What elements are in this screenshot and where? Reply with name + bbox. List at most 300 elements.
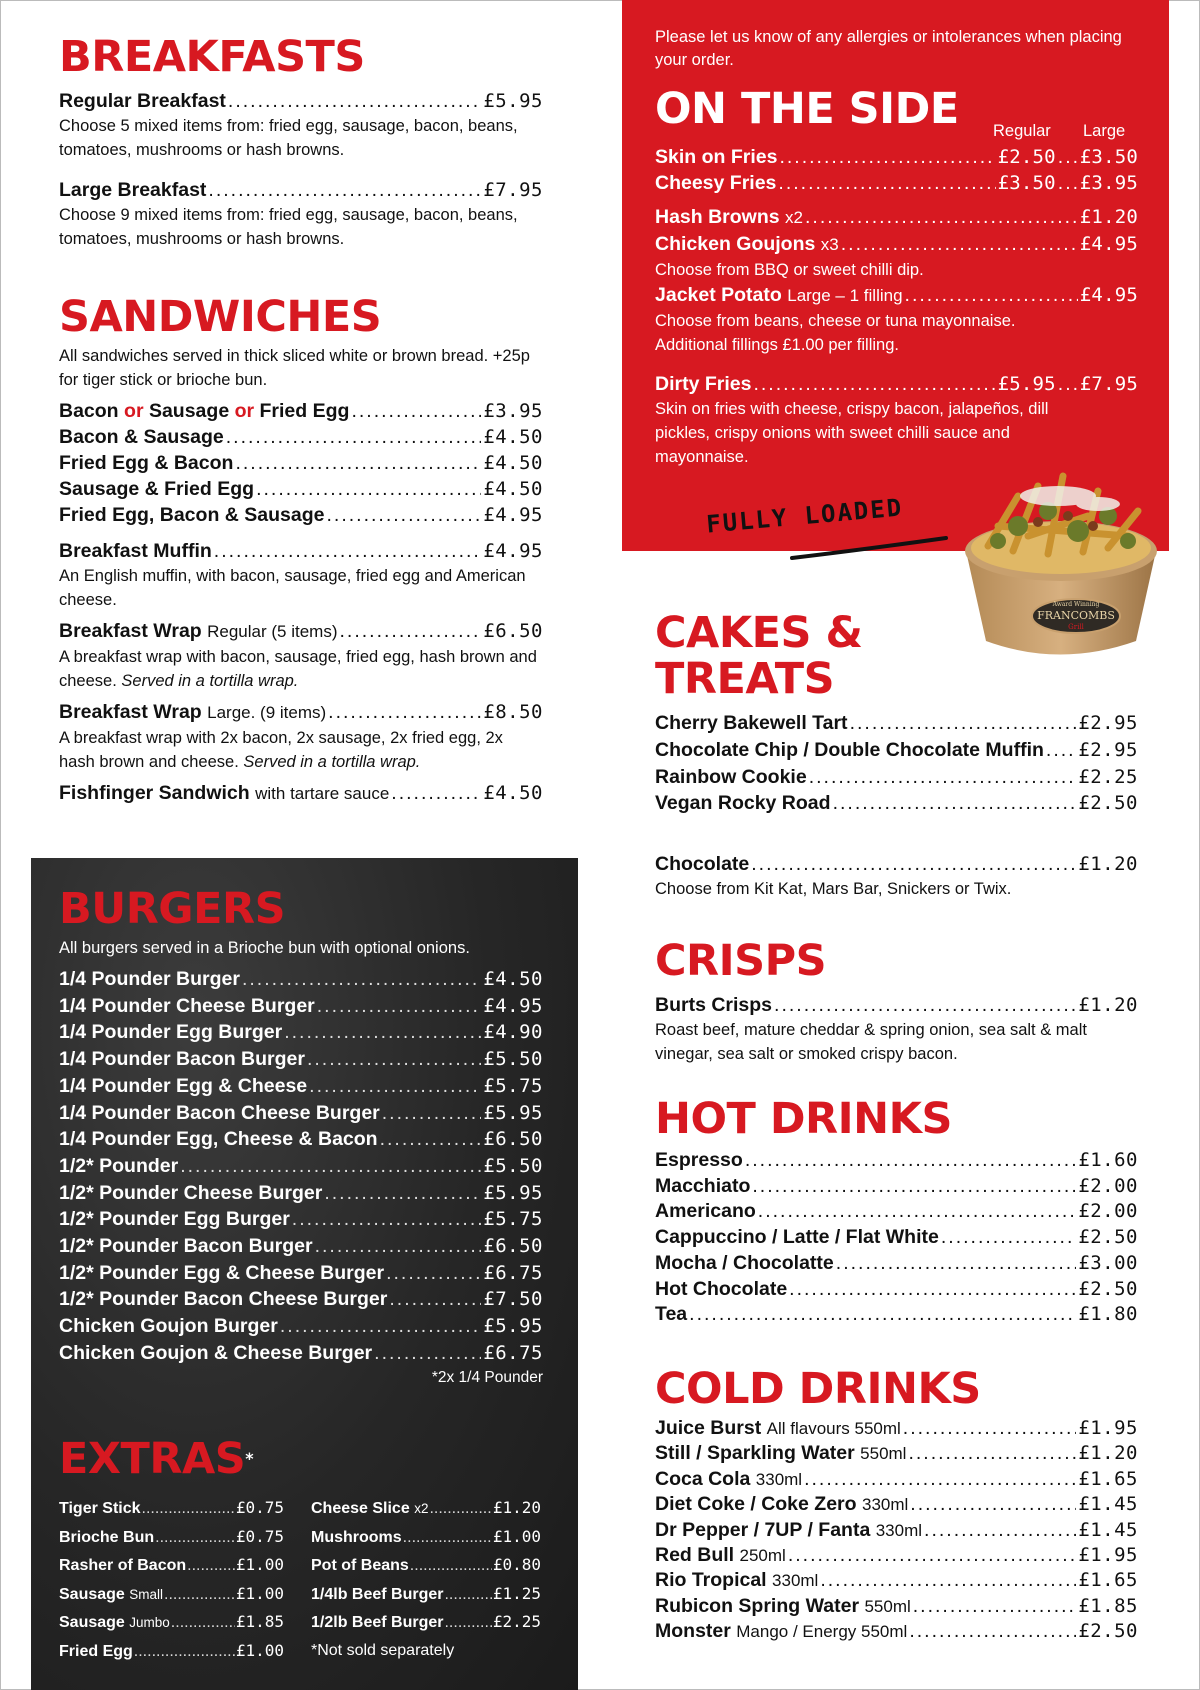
name-main: Fried Egg bbox=[59, 1642, 133, 1660]
leader-dots bbox=[836, 1251, 1077, 1277]
name-main: 1/4 Pounder Egg & Cheese bbox=[59, 1074, 308, 1097]
sandwiches-intro: All sandwiches served in thick sliced white or brown bread. +25p for tiger stick or brioche bun. bbox=[59, 347, 530, 389]
name-main: Breakfast Wrap bbox=[59, 620, 202, 642]
item-price: £4.50 bbox=[483, 968, 543, 990]
name-main: Sausage bbox=[59, 1585, 125, 1603]
item-name bbox=[59, 1286, 387, 1313]
item-name bbox=[655, 1441, 906, 1466]
menu-item bbox=[655, 371, 1138, 397]
item-description: Roast beef, mature cheddar & spring onion, sea salt & malt vinegar, sea salt or smoked crispy bacon. bbox=[655, 1021, 1087, 1063]
extras-note: *Not sold separately bbox=[311, 1641, 455, 1659]
menu-item bbox=[59, 618, 543, 645]
item-name bbox=[59, 1073, 307, 1100]
leader-dots bbox=[1058, 170, 1078, 196]
menu-item bbox=[59, 502, 543, 528]
menu-item bbox=[59, 177, 543, 203]
menu-item bbox=[59, 1180, 543, 1207]
item-name bbox=[655, 1467, 802, 1492]
name-main: Sausage bbox=[59, 1614, 125, 1632]
item-name: Fried Egg & Bacon bbox=[59, 452, 234, 474]
item-name bbox=[655, 710, 848, 737]
name-main: Cherry Bakewell Tart bbox=[655, 712, 848, 734]
item-price: £4.95 bbox=[1079, 233, 1138, 255]
name-sub: Jumbo bbox=[129, 1615, 170, 1631]
on-the-side-title: ON THE SIDE bbox=[655, 84, 959, 134]
leader-dots bbox=[315, 1233, 482, 1260]
item-price: £6.50 bbox=[483, 620, 543, 642]
leader-dots bbox=[284, 1019, 481, 1046]
item-name: Chocolate bbox=[655, 853, 750, 876]
item-name bbox=[59, 699, 326, 726]
extra-item bbox=[59, 1580, 284, 1609]
name-main: Chocolate Chip / Double Chocolate Muffin bbox=[655, 738, 1044, 761]
name-main: Tea bbox=[655, 1303, 688, 1326]
item-name: Regular Breakfast bbox=[59, 90, 226, 112]
name-main: Brioche Bun bbox=[59, 1528, 155, 1546]
name-main: Mocha / Chocolatte bbox=[655, 1251, 834, 1274]
item-name bbox=[59, 1260, 384, 1287]
item-price: £1.25 bbox=[492, 1583, 541, 1603]
name-main: Vegan Rocky Road bbox=[655, 792, 831, 815]
leader-dots bbox=[908, 1441, 1076, 1466]
item-name: Sausage & Fried Egg bbox=[59, 478, 255, 500]
name-main: Hash Browns bbox=[655, 206, 780, 228]
price-regular: £5.95 bbox=[997, 373, 1056, 395]
extra-item bbox=[59, 1551, 284, 1580]
item-price: £2.50 bbox=[1078, 1620, 1138, 1643]
name-main: Chicken Goujon & Cheese Burger bbox=[59, 1341, 373, 1364]
item-name: Cheesy Fries bbox=[655, 172, 777, 194]
item-price: £2.50 bbox=[1078, 1277, 1138, 1300]
item-name: Fried Egg, Bacon & Sausage bbox=[59, 504, 325, 526]
name-main: Tiger Stick bbox=[59, 1500, 141, 1517]
leader-dots bbox=[187, 1552, 235, 1580]
item-name bbox=[59, 618, 338, 645]
item-price: £0.75 bbox=[235, 1526, 284, 1546]
extra-item bbox=[59, 1637, 284, 1666]
extras-right-rows bbox=[311, 1494, 541, 1637]
extra-item bbox=[311, 1523, 541, 1552]
name-sub: Mango / Energy 550ml bbox=[736, 1622, 908, 1642]
item-name bbox=[655, 1416, 901, 1441]
cold-drinks-title: COLD DRINKS bbox=[655, 1364, 981, 1414]
item-name bbox=[59, 1609, 170, 1637]
leader-dots bbox=[391, 780, 481, 806]
item-description: Skin on fries with cheese, crispy bacon, jalapeños, dill pickles, crispy onions with sweet chilli sauce and mayonnaise. bbox=[655, 400, 1049, 466]
menu-item bbox=[59, 1233, 543, 1260]
item-name bbox=[59, 1206, 290, 1233]
item-name bbox=[655, 282, 903, 309]
leader-dots bbox=[850, 710, 1077, 737]
extras-grid bbox=[59, 1494, 543, 1666]
item-name bbox=[655, 204, 803, 231]
leader-dots bbox=[134, 1638, 235, 1666]
combo-or: or bbox=[124, 400, 144, 422]
name-main: Chicken Goujon Burger bbox=[59, 1315, 278, 1338]
item-name bbox=[655, 1543, 786, 1568]
leader-dots bbox=[689, 1302, 1076, 1328]
name-main: Americano bbox=[655, 1200, 756, 1223]
item-description bbox=[59, 726, 543, 774]
leader-dots bbox=[326, 502, 481, 528]
item-price: £5.75 bbox=[483, 1208, 543, 1231]
name-main: Red Bull bbox=[655, 1544, 735, 1567]
burgers-section bbox=[59, 886, 543, 1389]
menu-item bbox=[655, 1441, 1138, 1466]
item-price: £1.00 bbox=[492, 1526, 541, 1546]
name-main: Fishfinger Sandwich bbox=[59, 782, 250, 804]
leader-dots bbox=[386, 1260, 481, 1287]
name-main: 1/4lb Beef Burger bbox=[311, 1585, 444, 1603]
name-main: Dr Pepper / 7UP / Fanta bbox=[655, 1518, 871, 1541]
leader-dots bbox=[841, 231, 1078, 257]
name-sub: Large. (9 items) bbox=[207, 703, 327, 722]
menu-item bbox=[59, 966, 543, 993]
item-price: £1.45 bbox=[1078, 1493, 1138, 1516]
item-name bbox=[655, 1251, 834, 1277]
name-main: Mushrooms bbox=[311, 1528, 402, 1546]
cakes-list bbox=[655, 710, 1138, 817]
item-name bbox=[59, 966, 240, 993]
name-main: Coca Cola bbox=[655, 1467, 751, 1490]
leader-dots bbox=[909, 1619, 1076, 1644]
item-price: £1.20 bbox=[1079, 206, 1138, 228]
name-main: 1/2lb Beef Burger bbox=[311, 1614, 444, 1632]
menu-item bbox=[655, 1543, 1138, 1568]
leader-dots bbox=[340, 618, 482, 644]
name-main: Juice Burst bbox=[655, 1417, 762, 1439]
burgers-footnote: *2x 1/4 Pounder bbox=[431, 1368, 543, 1386]
menu-item bbox=[59, 1046, 543, 1073]
leader-dots bbox=[805, 204, 1078, 230]
item-price: £5.50 bbox=[483, 1154, 543, 1177]
item-name bbox=[655, 1619, 907, 1644]
item-name bbox=[311, 1524, 402, 1552]
name-sub: x3 bbox=[820, 235, 839, 254]
menu-item bbox=[655, 1416, 1138, 1441]
menu-item bbox=[59, 538, 543, 564]
name-main: 1/2* Pounder Bacon Cheese Burger bbox=[59, 1288, 388, 1311]
burger-list bbox=[59, 966, 543, 1367]
item-description: Choose from beans, cheese or tuna mayonnaise. Additional fillings £1.00 per filling. bbox=[655, 312, 1016, 354]
burgers-intro: All burgers served in a Brioche bun with optional onions. bbox=[59, 939, 470, 957]
item-name bbox=[655, 1277, 787, 1303]
cakes-title-line2: TREATS bbox=[655, 654, 835, 704]
name-main: Espresso bbox=[655, 1149, 743, 1171]
menu-item bbox=[655, 204, 1138, 231]
menu-item bbox=[59, 1019, 543, 1046]
name-main: Rio Tropical bbox=[655, 1569, 767, 1592]
item-price: £2.25 bbox=[492, 1612, 541, 1632]
menu-item bbox=[655, 1492, 1138, 1517]
col-regular-label: Regular bbox=[993, 122, 1051, 140]
leader-dots bbox=[913, 1594, 1077, 1619]
item-name bbox=[59, 1100, 380, 1127]
item-price: £1.00 bbox=[235, 1583, 284, 1603]
item-description: Choose 5 mixed items from: fried egg, sausage, bacon, beans, tomatoes, mushrooms or hash browns. bbox=[59, 117, 518, 159]
price-large: £3.50 bbox=[1079, 146, 1138, 168]
extra-item bbox=[59, 1494, 284, 1523]
leader-dots bbox=[256, 476, 481, 502]
col-large-label: Large bbox=[1083, 122, 1126, 140]
menu-item bbox=[655, 1594, 1138, 1619]
desc-italic: Served in a tortilla wrap. bbox=[243, 753, 421, 771]
leader-dots bbox=[351, 398, 481, 424]
item-name bbox=[311, 1609, 443, 1637]
cold-drinks-list bbox=[655, 1416, 1138, 1645]
name-sub: with tartare sauce bbox=[255, 784, 390, 803]
name-main: 1/4 Pounder Burger bbox=[59, 968, 240, 990]
item-price: £4.50 bbox=[483, 478, 543, 500]
menu-item bbox=[655, 1467, 1138, 1492]
tub-label-bottom: Grill bbox=[1068, 623, 1084, 631]
extra-item bbox=[311, 1551, 541, 1580]
item-name bbox=[59, 1638, 133, 1666]
item-price: £1.85 bbox=[1078, 1594, 1138, 1617]
menu-item bbox=[59, 1100, 543, 1127]
leader-dots bbox=[758, 1199, 1077, 1225]
name-sub: 330ml bbox=[755, 1469, 803, 1489]
name-sub: Small bbox=[129, 1586, 164, 1602]
leader-dots bbox=[180, 1153, 481, 1180]
leader-dots bbox=[789, 1277, 1076, 1303]
extra-item bbox=[59, 1523, 284, 1552]
item-name: Breakfast Muffin bbox=[59, 540, 212, 562]
menu-item bbox=[59, 1313, 543, 1340]
leader-dots bbox=[374, 1340, 481, 1367]
menu-item bbox=[655, 710, 1138, 737]
item-price: £4.95 bbox=[483, 540, 543, 562]
price-regular: £3.50 bbox=[997, 172, 1056, 194]
menu-item bbox=[59, 1340, 543, 1367]
name-main: 1/4 Pounder Cheese Burger bbox=[59, 994, 315, 1017]
item-name bbox=[655, 1199, 756, 1225]
menu-item bbox=[655, 144, 1138, 170]
name-main: 1/2* Pounder Egg Burger bbox=[59, 1208, 290, 1231]
price-regular: £2.50 bbox=[997, 146, 1056, 168]
leader-dots bbox=[228, 88, 481, 114]
combo-part: Fried Egg bbox=[259, 400, 350, 422]
crisps-title: CRISPS bbox=[655, 936, 827, 986]
item-price: £1.65 bbox=[1078, 1467, 1138, 1490]
item-name bbox=[59, 1340, 372, 1367]
item-description: An English muffin, with bacon, sausage, fried egg and American cheese. bbox=[59, 567, 526, 609]
item-name bbox=[59, 1552, 186, 1580]
item-name bbox=[59, 1019, 282, 1046]
item-price: £6.50 bbox=[483, 1235, 543, 1258]
item-name bbox=[655, 764, 807, 791]
name-main: Chicken Goujons bbox=[655, 233, 816, 255]
hot-drinks-section bbox=[655, 1096, 1138, 1328]
hot-drinks-list bbox=[655, 1148, 1138, 1328]
leader-dots bbox=[307, 1046, 481, 1073]
leader-dots bbox=[903, 1416, 1077, 1441]
item-price: £6.75 bbox=[483, 1341, 543, 1364]
menu-item bbox=[59, 1206, 543, 1233]
leader-dots bbox=[324, 1180, 481, 1207]
menu-item bbox=[655, 764, 1138, 791]
item-name bbox=[311, 1552, 409, 1580]
name-main: Rasher of Bacon bbox=[59, 1557, 187, 1575]
item-price: £2.25 bbox=[1078, 765, 1138, 788]
item-price: £5.95 bbox=[483, 1101, 543, 1124]
item-price: £1.00 bbox=[235, 1640, 284, 1660]
menu-item bbox=[59, 88, 543, 114]
hot-drinks-title: HOT DRINKS bbox=[655, 1094, 952, 1144]
leader-dots bbox=[820, 1568, 1076, 1593]
name-sub: 550ml bbox=[864, 1596, 911, 1616]
menu-item bbox=[59, 1286, 543, 1313]
name-main: 1/4 Pounder Egg, Cheese & Bacon bbox=[59, 1128, 378, 1151]
menu-item bbox=[59, 1126, 543, 1153]
leader-dots bbox=[142, 1495, 235, 1523]
tub-label: FRANCOMBS bbox=[1037, 609, 1115, 622]
item-price: £2.50 bbox=[1078, 1226, 1138, 1249]
item-name bbox=[311, 1581, 443, 1609]
leader-dots bbox=[226, 424, 482, 450]
item-name: Bacon & Sausage bbox=[59, 426, 224, 448]
item-price: £1.20 bbox=[1078, 994, 1138, 1016]
leader-dots bbox=[208, 177, 481, 203]
item-price: £0.80 bbox=[492, 1555, 541, 1575]
leader-dots bbox=[235, 450, 481, 476]
item-price: £4.50 bbox=[483, 452, 543, 474]
leader-dots bbox=[280, 1313, 481, 1340]
leader-dots bbox=[242, 966, 481, 993]
burgers-title: BURGERS bbox=[59, 884, 286, 934]
name-main: Jacket Potato bbox=[655, 284, 782, 306]
item-name: Dirty Fries bbox=[655, 373, 752, 395]
menu-item bbox=[655, 992, 1138, 1018]
name-sub: All flavours 550ml bbox=[766, 1419, 901, 1438]
item-name bbox=[655, 231, 839, 258]
combo-or: or bbox=[234, 400, 255, 422]
item-name bbox=[59, 398, 349, 424]
item-name bbox=[59, 1233, 313, 1260]
menu-item bbox=[655, 231, 1138, 258]
item-price: £1.20 bbox=[1078, 853, 1138, 876]
leader-dots bbox=[778, 170, 995, 196]
menu-item bbox=[655, 1302, 1138, 1328]
item-price: £1.95 bbox=[1078, 1544, 1138, 1567]
name-sub: 330ml bbox=[875, 1520, 923, 1540]
item-price: £1.95 bbox=[1078, 1417, 1138, 1439]
item-price: £4.95 bbox=[1079, 284, 1138, 306]
item-price: £1.85 bbox=[235, 1612, 284, 1632]
item-price: £7.50 bbox=[483, 1288, 543, 1311]
menu-item bbox=[59, 993, 543, 1020]
leader-dots bbox=[745, 1148, 1076, 1174]
item-name bbox=[655, 737, 1044, 764]
item-price: £1.00 bbox=[235, 1555, 284, 1575]
item-name bbox=[59, 1495, 141, 1523]
item-price: £1.65 bbox=[1078, 1569, 1138, 1592]
menu-item bbox=[655, 1568, 1138, 1593]
on-the-side-section bbox=[655, 26, 1138, 469]
leader-dots bbox=[905, 282, 1078, 308]
fully-loaded-badge: FULLY LOADED bbox=[705, 493, 905, 539]
extras-star: * bbox=[245, 1449, 254, 1468]
menu-item bbox=[655, 790, 1138, 817]
item-price: £5.95 bbox=[483, 1181, 543, 1204]
item-name bbox=[59, 1524, 154, 1552]
item-name bbox=[655, 1225, 939, 1251]
item-name: Burts Crisps bbox=[655, 994, 773, 1016]
leader-dots bbox=[924, 1518, 1076, 1543]
leader-dots bbox=[317, 993, 482, 1020]
item-name: Skin on Fries bbox=[655, 146, 778, 168]
item-price: £2.95 bbox=[1078, 738, 1138, 761]
leader-dots bbox=[328, 699, 481, 725]
item-name bbox=[59, 1180, 322, 1207]
item-name bbox=[59, 1313, 278, 1340]
sandwiches-title: SANDWICHES bbox=[59, 292, 382, 342]
name-main: Breakfast Wrap bbox=[59, 701, 202, 723]
menu-item bbox=[59, 424, 543, 450]
item-price: £3.00 bbox=[1078, 1251, 1138, 1274]
name-sub: 330ml bbox=[772, 1571, 819, 1591]
name-sub: 250ml bbox=[739, 1546, 786, 1566]
cakes-section bbox=[655, 610, 1138, 901]
side-heading-row bbox=[655, 86, 1138, 138]
menu-item bbox=[59, 476, 543, 502]
name-main: Rubicon Spring Water bbox=[655, 1594, 860, 1617]
leader-dots bbox=[752, 1174, 1076, 1200]
item-name bbox=[59, 1581, 163, 1609]
menu-item bbox=[655, 1619, 1138, 1644]
leader-dots bbox=[444, 1581, 491, 1609]
leader-dots bbox=[774, 992, 1076, 1018]
name-sub: x2 bbox=[414, 1501, 429, 1516]
item-description bbox=[59, 645, 543, 693]
leader-dots bbox=[444, 1609, 491, 1637]
item-name bbox=[59, 1153, 178, 1180]
leader-dots bbox=[779, 144, 995, 170]
badge-underline-swoosh bbox=[790, 532, 950, 562]
tub-label-top: Award Winning bbox=[1052, 601, 1100, 608]
item-name bbox=[655, 1568, 818, 1593]
extras-right-list bbox=[311, 1494, 541, 1666]
menu-item bbox=[59, 1073, 543, 1100]
leader-dots bbox=[941, 1225, 1076, 1251]
leader-dots bbox=[1058, 371, 1078, 397]
item-price: £4.95 bbox=[483, 994, 543, 1017]
menu-item bbox=[655, 282, 1138, 309]
menu-item bbox=[655, 1251, 1138, 1277]
price-large: £3.95 bbox=[1079, 172, 1138, 194]
leader-dots bbox=[910, 1492, 1076, 1517]
name-main: 1/2* Pounder Egg & Cheese Burger bbox=[59, 1261, 385, 1284]
item-price: £2.00 bbox=[1078, 1174, 1138, 1197]
leader-dots bbox=[164, 1581, 235, 1609]
item-price: £4.50 bbox=[483, 426, 543, 448]
leader-dots bbox=[429, 1495, 491, 1523]
extra-item bbox=[311, 1494, 541, 1523]
name-main: 1/2* Pounder Cheese Burger bbox=[59, 1181, 323, 1204]
item-price: £0.75 bbox=[235, 1498, 284, 1517]
item-name bbox=[655, 790, 831, 817]
item-name bbox=[655, 1148, 743, 1174]
item-name bbox=[655, 1594, 911, 1619]
cakes-title-line1: CAKES & bbox=[655, 608, 863, 658]
item-name bbox=[59, 1126, 378, 1153]
extras-section bbox=[59, 1436, 543, 1666]
leader-dots bbox=[403, 1524, 492, 1552]
name-main: Rainbow Cookie bbox=[655, 765, 807, 788]
item-price: £2.00 bbox=[1078, 1200, 1138, 1223]
item-name bbox=[655, 1302, 687, 1328]
menu-item bbox=[655, 1199, 1138, 1225]
